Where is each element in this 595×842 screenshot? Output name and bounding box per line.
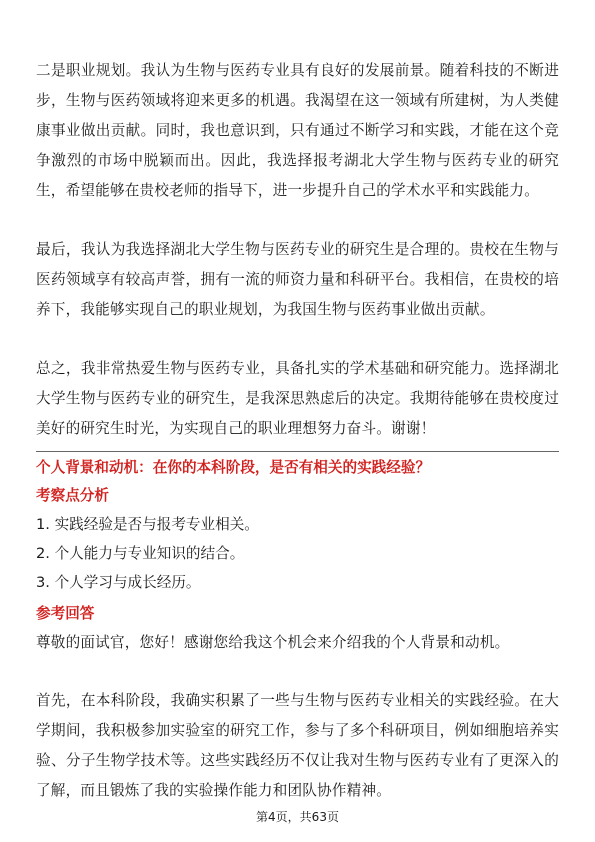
analysis-item: 2. 个人能力与专业知识的结合。: [36, 545, 245, 562]
document-page: [36, 56, 559, 806]
paragraph-gap: [36, 658, 559, 686]
analysis-item: 1. 实践经验是否与报考专业相关。: [36, 516, 259, 533]
analysis-item: 3. 个人学习与成长经历。: [36, 574, 201, 591]
paragraph-conclusion: 总之，我非常热爱生物与医药专业，具备扎实的学术基础和研究能力。选择湖北大学生物与医药专业的研究生，是我深思熟虑后的决定。我期待能够在贵校度过美好的研究生时光，为实现自己的职业理想努力奋斗。谢谢！: [36, 360, 559, 437]
paragraph-gap: [36, 206, 559, 235]
paragraph-finally: 最后，我认为我选择湖北大学生物与医药专业的研究生是合理的。贵校在生物与医药领域享有较高声誉，拥有一流的师资力量和科研平台。我相信，在贵校的培养下，我能够实现自己的职业规划，为我国生物与医药事业做出贡献。: [36, 241, 559, 318]
question-heading: 个人背景和动机：在你的本科阶段，是否有相关的实践经验？: [36, 459, 431, 476]
answer-title: 参考回答: [36, 605, 95, 622]
page-number-footer: 第4页，共63页: [256, 810, 339, 824]
answer-greeting: 尊敬的面试官，您好！感谢您给我这个机会来介绍我的个人背景和动机。: [36, 634, 510, 651]
analysis-title: 考察点分析: [36, 487, 109, 504]
answer-paragraph-first: 首先，在本科阶段，我确实积累了一些与生物与医药专业相关的实践经验。在大学期间，我积极参加实验室的研究工作，参与了多个科研项目，例如细胞培养实验、分子生物学技术等。这些实践经历不仅让我对生物与医药专业有了更深入的了解，而且锻炼了我的实验操作能力和团队协作精神。: [36, 692, 559, 799]
paragraph-gap: [36, 325, 559, 354]
section-divider: [36, 451, 559, 452]
paragraph-career-plan: 二是职业规划。我认为生物与医药专业具有良好的发展前景。随着科技的不断进步，生物与医药领域将迎来更多的机遇。我渴望在这一领域有所建树，为人类健康事业做出贡献。同时，我也意识到，只有通过不断学习和实践，才能在这个竞争激烈的市场中脱颖而出。因此，我选择报考湖北大学生物与医药专业的研究生，希望能够在贵校老师的指导下，进一步提升自己的学术水平和实践能力。: [36, 62, 559, 199]
